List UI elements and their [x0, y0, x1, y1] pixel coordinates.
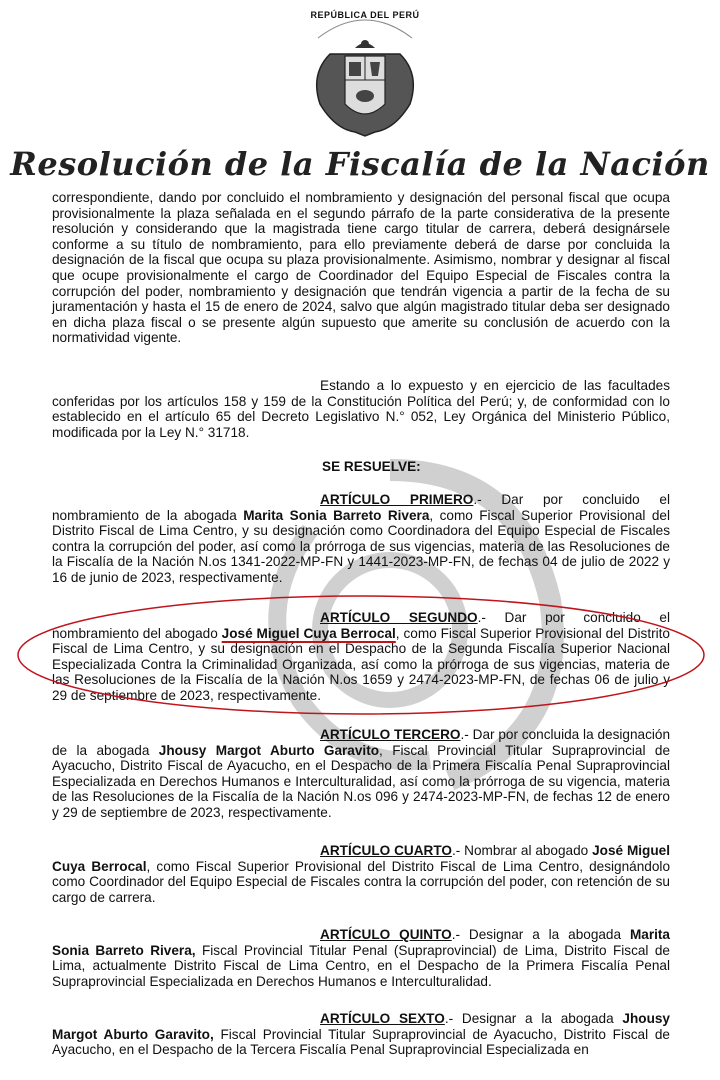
person-name: Jhousy Margot Aburto Garavito, — [52, 1011, 670, 1042]
article-text: .- Dar por concluido el nombramiento de la abogada — [52, 492, 670, 523]
article-text: .- Dar por concluida la designación de la abogada — [52, 727, 671, 758]
article-heading: ARTÍCULO SEGUNDO — [320, 610, 478, 625]
article-heading: ARTÍCULO QUINTO — [320, 927, 452, 942]
person-name: José Miguel Cuya Berrocal — [52, 843, 670, 874]
article-sixth — [52, 1011, 670, 1058]
article-third — [52, 727, 670, 821]
article-text: .- Designar a la abogada — [444, 1011, 623, 1026]
paragraph-intro: correspondiente, dando por concluido el nombramiento y designación del personal fiscal que ocupa provisionalmente la plaza señalada en el segundo párrafo de la parte considerativa de la presente resolución y considerando que la magistrada tiene cargo titular de carrera, deberá designársele conforme a su título de nombramiento, para ello previamente deberá de darse por concluida la designación de la fiscal que ocupa su plaza provisionalmente. Asimismo, nombrar y designar al fiscal que ocupe provisionalmente el cargo de Coordinador del Equipo Especial de Fiscales contra la corrupción del poder, nombramiento y designación que tendrán vigencia a partir de la fecha de su juramentación y hasta el 15 de enero de 2024, salvo que algún magistrado titular deba ser designado en dicha plaza fiscal o se presente algún supuesto que amerite su conclusión de acuerdo con la normatividad vigente. — [52, 190, 670, 346]
person-name: Jhousy Margot Aburto Garavito — [158, 742, 380, 758]
article-fifth — [52, 927, 670, 989]
article-heading: ARTÍCULO TERCERO — [320, 727, 461, 742]
person-name: Marita Sonia Barreto Rivera — [243, 507, 430, 523]
article-text: .- Dar por concluido el nombramiento del abogado — [52, 610, 670, 641]
article-heading: ARTÍCULO CUARTO — [320, 843, 452, 858]
article-fourth — [52, 843, 670, 905]
article-text: , como Fiscal Superior Provisional del Distrito Fiscal de Lima Centro, designándolo como Coordinador del Equipo Especial de Fiscales contra la corrupción del poder, con retención de su cargo de carrera. — [52, 858, 671, 905]
article-first — [52, 492, 670, 586]
national-coat-of-arms-icon — [300, 4, 430, 144]
person-name: Marita Sonia Barreto Rivera, — [52, 927, 670, 958]
crest-label: REPÚBLICA DEL PERÚ — [310, 10, 420, 20]
se-resuelve-heading: SE RESUELVE: — [322, 459, 421, 474]
paragraph-considerations: Estando a lo expuesto y en ejercicio de las facultades conferidas por los artículos 158 y 159 de la Constitución Política del Perú; y, de conformidad con lo establecido en el artículo 65 del Decreto Legislativo N.° 052, Ley Orgánica del Ministerio Público, modificada por la Ley N.° 31718. — [52, 378, 670, 440]
article-heading: ARTÍCULO PRIMERO — [320, 492, 474, 507]
article-text: , Fiscal Provincial Titular Supraprovincial de Ayacucho, Distrito Fiscal de Ayacucho, en el Despacho de la Primera Fiscalía Penal Supraprovincial Especializada en Derechos Humanos e Interculturalidad, así como la prórroga de su vigencia, materia de las Resoluciones de la Fiscalía de la Nación N.os 096 y 2474-2023-MP-FN, de fechas 12 de enero y 29 de septiembre de 2023, respectivamente. — [52, 742, 670, 820]
article-text: .- Nombrar al abogado — [451, 843, 593, 858]
article-heading: ARTÍCULO SEXTO — [320, 1011, 445, 1026]
article-text: , como Fiscal Superior Provisional del Distrito Fiscal de Lima Centro, y su designación como Coordinadora del Equipo Especial de Fiscales contra la corrupción del poder, así como la prórroga de sus vigencias, materia de las Resoluciones de la Fiscalía de la Nación N.os 1341-2022-MP-FN y 1441-2023-MP-FN, de fechas 04 de julio de 2022 y 16 de junio de 2023, respectivamente. — [52, 507, 671, 585]
page-title: Resolución de la Fiscalía de la Nación — [10, 145, 710, 183]
article-text: Fiscal Provincial Titular Supraprovincial de Ayacucho, Distrito Fiscal de Ayacucho, en el Despacho de la Tercera Fiscalía Penal Supraprovincial Especializada en — [52, 1026, 670, 1058]
person-name-highlighted: José Miguel Cuya Berrocal — [221, 625, 396, 641]
article-text: , como Fiscal Superior Provisional del Distrito Fiscal de Lima Centro, y su designación en el Despacho de la Segunda Fiscalía Superior Nacional Especializada Contra la Criminalidad Organizada, así como la prórroga de sus vigencias, materia de las Resoluciones de la Fiscalía de la Nación N.os 1659 y 2474-2023-MP-FN, de fechas 06 de julio y 29 de septiembre de 2023, respectivamente. — [52, 625, 670, 703]
article-text: .- Designar a la abogada — [451, 927, 630, 942]
article-second — [52, 610, 670, 704]
article-text: Fiscal Provincial Titular Penal (Supraprovincial) de Lima, Distrito Fiscal de Lima, actualmente Distrito Fiscal de Lima Centro, en el Despacho de la Primera Fiscalía Penal Supraprovincial Especializada en Derechos Humanos e Interculturalidad. — [52, 942, 670, 989]
